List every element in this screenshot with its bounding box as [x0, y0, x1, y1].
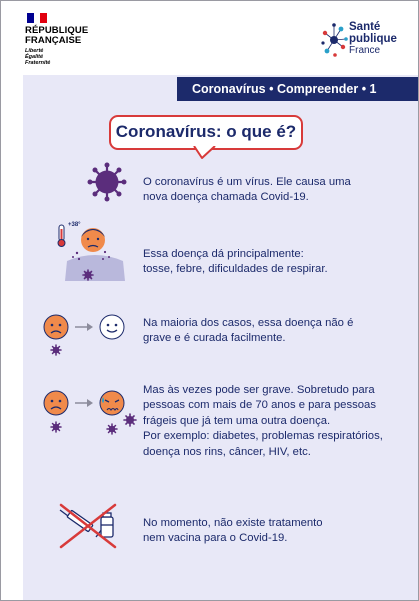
agency-name	[349, 21, 397, 57]
motto-fraternite: Fraternité	[25, 60, 51, 66]
text-line: nem vacina para o Covid-19.	[143, 532, 288, 545]
gov-motto	[25, 48, 88, 66]
text-line: nova doença chamada Covid-19.	[143, 191, 309, 204]
text-line: Essa doença dá principalmente:	[143, 248, 304, 260]
section-4-text	[143, 383, 415, 460]
speech-bubble-tail-icon	[193, 146, 219, 160]
gov-name-line2: FRANÇAISE	[25, 35, 82, 46]
thermometer-label: +38°	[68, 222, 81, 228]
text-line: Na maioria dos casos, essa doença não é	[143, 317, 354, 329]
text-line: No momento, não existe tratamento	[143, 517, 323, 529]
section-banner: Coronavírus • Compreender • 1	[177, 77, 418, 101]
text-line: Mas às vezes pode ser grave. Sobretudo para	[143, 384, 375, 396]
sante-publique-france-logo	[319, 19, 403, 63]
text-line: grave e é curada facilmente.	[143, 332, 286, 345]
network-dots-icon	[319, 19, 349, 61]
text-line: doença nos rins, câncer, HIV, etc.	[143, 445, 311, 458]
text-line: O coronavírus é um vírus. Ele causa uma	[143, 176, 351, 188]
recovery-faces-icon	[41, 313, 133, 359]
text-line: Por exemplo: diabetes, problemas respiratórios,	[143, 430, 383, 443]
agency-line1: Santé	[349, 21, 381, 33]
agency-line3: France	[349, 45, 381, 56]
section-5-text	[143, 516, 415, 547]
section-2-text	[143, 247, 415, 278]
no-vaccine-icon	[57, 501, 121, 551]
section-3-text	[143, 316, 415, 347]
sick-person-thermometer-icon	[57, 219, 135, 285]
header	[1, 1, 418, 75]
section-1-text	[143, 175, 415, 206]
french-flag-icon	[27, 13, 47, 23]
motto-liberte: Liberté	[25, 48, 44, 54]
republique-francaise-logo	[25, 13, 88, 66]
motto-egalite: Égalité	[25, 54, 44, 60]
worsening-faces-icon	[41, 387, 137, 439]
virus-icon	[87, 162, 127, 202]
text-line: pessoas com mais de 70 anos e para pessoas	[143, 399, 376, 412]
agency-line2: publique	[349, 33, 397, 45]
text-line: frágeis que já tem uma outra doença.	[143, 414, 331, 427]
gov-name-line1: RÉPUBLIQUE	[25, 25, 89, 36]
page-title: Coronavírus: o que é?	[115, 122, 297, 141]
text-line: tosse, febre, dificuldades de respirar.	[143, 263, 328, 276]
